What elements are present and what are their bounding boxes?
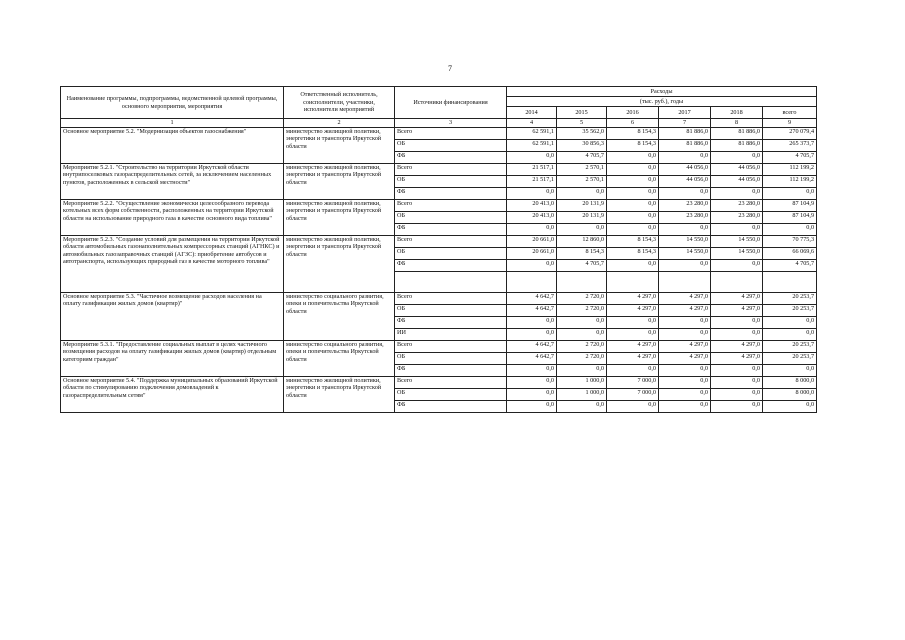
- amount-cell: 4 297,0: [607, 304, 659, 316]
- amount-cell: 0,0: [607, 364, 659, 376]
- amount-cell: 0,0: [557, 187, 607, 199]
- header-name: Наименование программы, подпрограммы, ведомственной целевой программы, основного мероприятия, мероприятия: [61, 87, 284, 119]
- measure-name: Основное мероприятие 5.3. "Частичное возмещение расходов населения на оплату газификации жилых домов (квартир)": [61, 292, 284, 340]
- amount-cell: 20 413,0: [507, 211, 557, 223]
- budget-table: [60, 86, 817, 413]
- amount-cell: 0,0: [711, 316, 763, 328]
- amount-cell: 4 297,0: [607, 292, 659, 304]
- amount-cell: 20 661,0: [507, 235, 557, 247]
- amount-cell: 0,0: [507, 223, 557, 235]
- header-executor: Ответственный исполнитель, соисполнители, участники, исполнители мероприятий: [284, 87, 395, 119]
- executor-cell: министерство социального развития, опеки и попечительства Иркутской области: [284, 340, 395, 376]
- amount-cell: 0,0: [607, 400, 659, 412]
- total-cell: 0,0: [763, 223, 817, 235]
- amount-cell: 14 550,0: [659, 235, 711, 247]
- column-number: 3: [395, 119, 507, 128]
- amount-cell: 0,0: [507, 388, 557, 400]
- amount-cell: 62 591,1: [507, 127, 557, 139]
- amount-cell: 21 517,1: [507, 163, 557, 175]
- amount-cell: 0,0: [507, 400, 557, 412]
- amount-cell: 0,0: [557, 364, 607, 376]
- amount-cell: 0,0: [607, 223, 659, 235]
- amount-cell: 44 056,0: [659, 163, 711, 175]
- empty-cell: [507, 282, 557, 293]
- amount-cell: 0,0: [659, 400, 711, 412]
- amount-cell: 0,0: [557, 316, 607, 328]
- funding-source-cell: Всего: [395, 340, 507, 352]
- empty-cell: [507, 271, 557, 282]
- amount-cell: 1 000,0: [557, 388, 607, 400]
- amount-cell: 0,0: [711, 259, 763, 271]
- amount-cell: 20 131,9: [557, 211, 607, 223]
- amount-cell: 0,0: [659, 328, 711, 340]
- amount-cell: 0,0: [607, 328, 659, 340]
- table-row: [61, 163, 817, 175]
- funding-source-cell: ОБ: [395, 352, 507, 364]
- amount-cell: 0,0: [659, 316, 711, 328]
- amount-cell: 0,0: [557, 400, 607, 412]
- measure-name: Мероприятие 5.2.1. "Строительство на территории Иркутской области внутрипоселковых газораспределительных сетей, за исключением населенных пунктов, расположенных в сельской местности": [61, 163, 284, 199]
- total-cell: 0,0: [763, 328, 817, 340]
- column-numbers-row: [61, 119, 817, 128]
- total-cell: 0,0: [763, 316, 817, 328]
- total-cell: 270 079,4: [763, 127, 817, 139]
- amount-cell: 4 297,0: [711, 304, 763, 316]
- total-cell: 87 104,9: [763, 211, 817, 223]
- header-year: 2014: [507, 107, 557, 119]
- executor-cell: министерство жилищной политики, энергетики и транспорта Иркутской области: [284, 376, 395, 412]
- amount-cell: 0,0: [711, 376, 763, 388]
- amount-cell: 20 131,9: [557, 199, 607, 211]
- amount-cell: 35 562,0: [557, 127, 607, 139]
- amount-cell: 44 056,0: [711, 175, 763, 187]
- header-year: 2015: [557, 107, 607, 119]
- funding-source-cell: Всего: [395, 376, 507, 388]
- table-row: [61, 376, 817, 388]
- amount-cell: 20 413,0: [507, 199, 557, 211]
- measure-name: Мероприятие 5.3.1. "Предоставление социальных выплат в целях частичного возмещения расходов на оплату газификации жилых домов (квартир) отдельным категориям граждан": [61, 340, 284, 376]
- column-number: 9: [763, 119, 817, 128]
- amount-cell: 0,0: [607, 151, 659, 163]
- total-cell: 112 199,2: [763, 163, 817, 175]
- amount-cell: 44 056,0: [659, 175, 711, 187]
- amount-cell: 0,0: [607, 316, 659, 328]
- funding-source-cell: Всего: [395, 292, 507, 304]
- total-cell: 87 104,9: [763, 199, 817, 211]
- amount-cell: 81 886,0: [711, 127, 763, 139]
- amount-cell: 0,0: [607, 175, 659, 187]
- funding-source-cell: ФБ: [395, 316, 507, 328]
- amount-cell: 0,0: [607, 187, 659, 199]
- funding-source-cell: ОБ: [395, 247, 507, 259]
- empty-cell: [711, 282, 763, 293]
- amount-cell: 0,0: [711, 328, 763, 340]
- funding-source-cell: ОБ: [395, 211, 507, 223]
- column-number: 7: [659, 119, 711, 128]
- measure-name: Мероприятие 5.2.3. "Создание условий для размещения на территории Иркутской области автомобильных газонаполнительных компрессорных станций (АГНКС) и автомобильных газозаправочных станций (АГЗС): приобретение автобусов и автотранспорта, использующих природный газ в качестве моторного топлива": [61, 235, 284, 292]
- amount-cell: 2 720,0: [557, 292, 607, 304]
- amount-cell: 0,0: [711, 400, 763, 412]
- amount-cell: 2 720,0: [557, 352, 607, 364]
- total-cell: 112 199,2: [763, 175, 817, 187]
- empty-cell: [557, 282, 607, 293]
- total-cell: 20 253,7: [763, 340, 817, 352]
- amount-cell: 4 642,7: [507, 352, 557, 364]
- amount-cell: 12 860,0: [557, 235, 607, 247]
- table-row: [61, 292, 817, 304]
- amount-cell: 0,0: [711, 151, 763, 163]
- amount-cell: 0,0: [659, 223, 711, 235]
- executor-cell: министерство жилищной политики, энергетики и транспорта Иркутской области: [284, 235, 395, 292]
- empty-cell: [763, 282, 817, 293]
- total-cell: 4 705,7: [763, 259, 817, 271]
- amount-cell: 14 550,0: [711, 235, 763, 247]
- amount-cell: 0,0: [607, 199, 659, 211]
- funding-source-cell: ОБ: [395, 304, 507, 316]
- funding-source-cell: Всего: [395, 235, 507, 247]
- empty-cell: [395, 282, 507, 293]
- funding-source-cell: ОБ: [395, 175, 507, 187]
- amount-cell: 7 000,0: [607, 376, 659, 388]
- amount-cell: 4 297,0: [659, 352, 711, 364]
- amount-cell: 4 297,0: [659, 292, 711, 304]
- amount-cell: 0,0: [557, 328, 607, 340]
- amount-cell: 23 280,0: [711, 211, 763, 223]
- amount-cell: 0,0: [607, 259, 659, 271]
- funding-source-cell: ФБ: [395, 259, 507, 271]
- amount-cell: 4 297,0: [607, 352, 659, 364]
- measure-name: Основное мероприятие 5.2. "Модернизация объектов газоснабжения": [61, 127, 284, 163]
- column-number: 2: [284, 119, 395, 128]
- amount-cell: 0,0: [557, 223, 607, 235]
- table-row: [61, 235, 817, 247]
- total-cell: 20 253,7: [763, 352, 817, 364]
- funding-source-cell: ОБ: [395, 388, 507, 400]
- empty-cell: [711, 271, 763, 282]
- amount-cell: 8 154,3: [557, 247, 607, 259]
- amount-cell: 0,0: [507, 259, 557, 271]
- amount-cell: 4 297,0: [659, 304, 711, 316]
- funding-source-cell: ФБ: [395, 364, 507, 376]
- total-cell: 20 253,7: [763, 304, 817, 316]
- funding-source-cell: ФБ: [395, 400, 507, 412]
- amount-cell: 0,0: [607, 211, 659, 223]
- table-row: [61, 340, 817, 352]
- amount-cell: 0,0: [659, 187, 711, 199]
- executor-cell: министерство жилищной политики, энергетики и транспорта Иркутской области: [284, 127, 395, 163]
- amount-cell: 4 297,0: [659, 340, 711, 352]
- amount-cell: 2 720,0: [557, 304, 607, 316]
- amount-cell: 0,0: [711, 388, 763, 400]
- funding-source-cell: ФБ: [395, 151, 507, 163]
- header-expenses: Расходы: [507, 87, 817, 97]
- empty-cell: [607, 271, 659, 282]
- column-number: 5: [557, 119, 607, 128]
- amount-cell: 4 297,0: [711, 352, 763, 364]
- amount-cell: 0,0: [507, 328, 557, 340]
- funding-source-cell: ФБ: [395, 187, 507, 199]
- amount-cell: 44 056,0: [711, 163, 763, 175]
- amount-cell: 14 550,0: [659, 247, 711, 259]
- amount-cell: 23 280,0: [659, 199, 711, 211]
- amount-cell: 81 886,0: [659, 139, 711, 151]
- header-source: Источники финансирования: [395, 87, 507, 119]
- amount-cell: 2 570,1: [557, 163, 607, 175]
- amount-cell: 2 570,1: [557, 175, 607, 187]
- amount-cell: 4 297,0: [711, 340, 763, 352]
- empty-cell: [763, 271, 817, 282]
- total-cell: 0,0: [763, 187, 817, 199]
- header-year: 2016: [607, 107, 659, 119]
- amount-cell: 0,0: [659, 151, 711, 163]
- executor-cell: министерство жилищной политики, энергетики и транспорта Иркутской области: [284, 163, 395, 199]
- empty-cell: [607, 282, 659, 293]
- funding-source-cell: ФБ: [395, 223, 507, 235]
- total-cell: 70 775,3: [763, 235, 817, 247]
- amount-cell: 23 280,0: [711, 199, 763, 211]
- amount-cell: 62 591,1: [507, 139, 557, 151]
- amount-cell: 4 642,7: [507, 340, 557, 352]
- empty-cell: [557, 271, 607, 282]
- total-cell: 8 000,0: [763, 388, 817, 400]
- amount-cell: 8 154,3: [607, 139, 659, 151]
- total-cell: 265 373,7: [763, 139, 817, 151]
- amount-cell: 0,0: [659, 388, 711, 400]
- amount-cell: 20 661,0: [507, 247, 557, 259]
- amount-cell: 0,0: [507, 316, 557, 328]
- executor-cell: министерство социального развития, опеки и попечительства Иркутской области: [284, 292, 395, 340]
- amount-cell: 4 297,0: [711, 292, 763, 304]
- amount-cell: 0,0: [607, 163, 659, 175]
- amount-cell: 4 642,7: [507, 304, 557, 316]
- amount-cell: 21 517,1: [507, 175, 557, 187]
- column-number: 4: [507, 119, 557, 128]
- amount-cell: 4 297,0: [607, 340, 659, 352]
- measure-name: Основное мероприятие 5.4. "Поддержка муниципальных образований Иркутской области по стимулированию подключения домовладений к газораспределительным сетям": [61, 376, 284, 412]
- amount-cell: 0,0: [507, 364, 557, 376]
- amount-cell: 0,0: [507, 187, 557, 199]
- amount-cell: 8 154,3: [607, 247, 659, 259]
- total-cell: 0,0: [763, 364, 817, 376]
- total-cell: 20 253,7: [763, 292, 817, 304]
- amount-cell: 0,0: [711, 364, 763, 376]
- table-row: [61, 199, 817, 211]
- total-cell: 8 000,0: [763, 376, 817, 388]
- amount-cell: 30 856,3: [557, 139, 607, 151]
- total-cell: 0,0: [763, 400, 817, 412]
- amount-cell: 14 550,0: [711, 247, 763, 259]
- header-total: всего: [763, 107, 817, 119]
- amount-cell: 0,0: [711, 187, 763, 199]
- amount-cell: 0,0: [659, 364, 711, 376]
- funding-source-cell: ОБ: [395, 139, 507, 151]
- measure-name: Мероприятие 5.2.2. "Осуществление экономически целесообразного перевода котельных всех форм собственности, расположенных на территории Иркутской области на использование природного газа в качестве основного вида топлива": [61, 199, 284, 235]
- amount-cell: 8 154,3: [607, 235, 659, 247]
- funding-source-cell: ИИ: [395, 328, 507, 340]
- total-cell: 66 069,6: [763, 247, 817, 259]
- amount-cell: 0,0: [507, 151, 557, 163]
- empty-cell: [395, 271, 507, 282]
- column-number: 1: [61, 119, 284, 128]
- amount-cell: 23 280,0: [659, 211, 711, 223]
- amount-cell: 1 000,0: [557, 376, 607, 388]
- amount-cell: 81 886,0: [711, 139, 763, 151]
- page-number: 7: [448, 64, 452, 73]
- header-year: 2018: [711, 107, 763, 119]
- amount-cell: 0,0: [659, 259, 711, 271]
- amount-cell: 0,0: [711, 223, 763, 235]
- amount-cell: 8 154,3: [607, 127, 659, 139]
- amount-cell: 4 642,7: [507, 292, 557, 304]
- amount-cell: 2 720,0: [557, 340, 607, 352]
- funding-source-cell: Всего: [395, 199, 507, 211]
- empty-cell: [659, 282, 711, 293]
- executor-cell: министерство жилищной политики, энергетики и транспорта Иркутской области: [284, 199, 395, 235]
- funding-source-cell: Всего: [395, 127, 507, 139]
- header-expenses-unit: (тыс. руб.), годы: [507, 97, 817, 107]
- funding-source-cell: Всего: [395, 163, 507, 175]
- empty-cell: [659, 271, 711, 282]
- column-number: 8: [711, 119, 763, 128]
- total-cell: 4 705,7: [763, 151, 817, 163]
- amount-cell: 4 705,7: [557, 259, 607, 271]
- header-year: 2017: [659, 107, 711, 119]
- column-number: 6: [607, 119, 659, 128]
- amount-cell: 0,0: [507, 376, 557, 388]
- amount-cell: 0,0: [659, 376, 711, 388]
- table-row: [61, 127, 817, 139]
- amount-cell: 4 705,7: [557, 151, 607, 163]
- amount-cell: 81 886,0: [659, 127, 711, 139]
- amount-cell: 7 000,0: [607, 388, 659, 400]
- table-body: [61, 127, 817, 412]
